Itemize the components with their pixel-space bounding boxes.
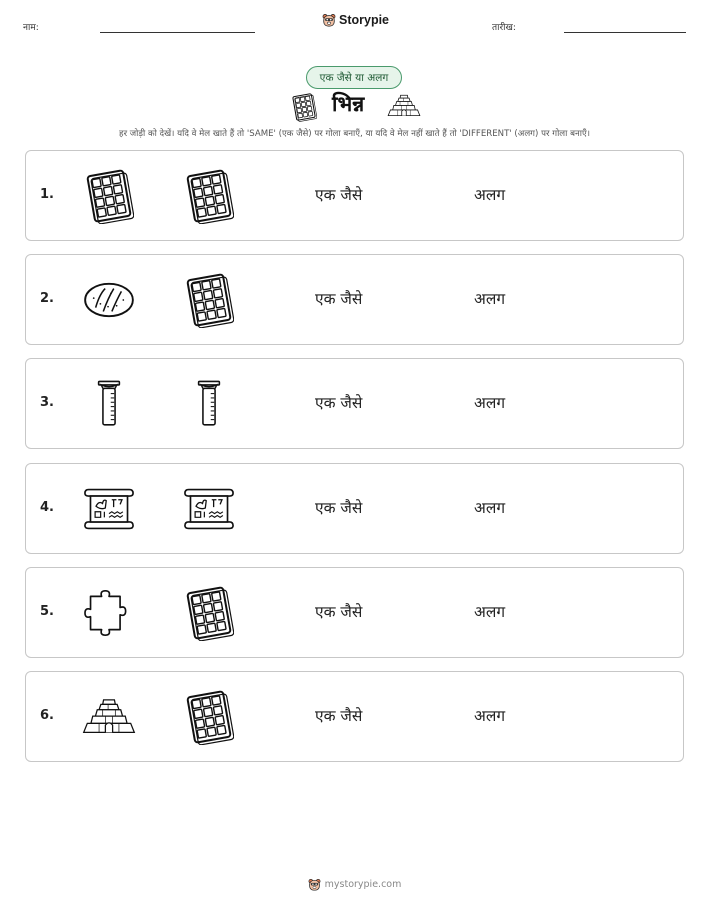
- question-row: [25, 463, 684, 554]
- question-row: [25, 150, 684, 241]
- question-row: [25, 254, 684, 345]
- right-picture: [181, 375, 237, 433]
- different-option[interactable]: अलग: [474, 290, 506, 309]
- page-title: भिन्न: [332, 91, 365, 116]
- worksheet-type-badge: एक जैसे या अलग: [306, 66, 402, 89]
- different-option[interactable]: अलग: [474, 707, 506, 725]
- question-number: 6.: [40, 708, 54, 723]
- different-option[interactable]: अलग: [474, 394, 506, 413]
- instructions: हर जोड़ी को देखें। यदि वे मेल खाते हैं तो 'SAME' (एक जैसे) पर गोला बनाएँ, या यदि वे मेल नहीं खाते हैं तो 'DIFFERENT' (अलग) पर गोला बनाएँ।: [119, 129, 590, 139]
- different-option[interactable]: अलग: [474, 498, 506, 517]
- papyrus-scroll-icon: [83, 484, 135, 534]
- date-label: तारीख:: [492, 23, 516, 33]
- different-option[interactable]: अलग: [474, 186, 506, 204]
- waffle-icon: [184, 272, 234, 328]
- bread-loaf-icon: [82, 279, 136, 321]
- same-option[interactable]: एक जैसे: [315, 394, 363, 413]
- logo-text: Storypie: [339, 13, 390, 27]
- waffle-icon: [184, 585, 234, 641]
- right-picture: [181, 271, 237, 329]
- date-field[interactable]: [564, 32, 686, 33]
- waffle-icon: [84, 168, 134, 224]
- question-row: [25, 358, 684, 449]
- step-pyramid-icon: [386, 93, 422, 119]
- left-picture: [81, 480, 137, 538]
- right-picture: [181, 584, 237, 642]
- right-picture: [181, 688, 237, 746]
- right-picture: [181, 480, 237, 538]
- same-option[interactable]: एक जैसे: [315, 602, 363, 621]
- waffle-icon: [184, 689, 234, 745]
- left-picture: [81, 167, 137, 225]
- puzzle-piece-icon: [83, 589, 135, 637]
- left-picture: [81, 584, 137, 642]
- same-option[interactable]: एक जैसे: [315, 186, 363, 204]
- footer: [0, 878, 709, 891]
- same-option[interactable]: एक जैसे: [315, 498, 363, 517]
- question-number: 4.: [40, 499, 54, 515]
- question-number: 2.: [40, 291, 54, 307]
- question-number: 5.: [40, 603, 54, 619]
- left-picture: [81, 271, 137, 329]
- papyrus-scroll-icon: [183, 484, 235, 534]
- question-number: 1.: [40, 187, 54, 202]
- storypie-logo: [322, 13, 389, 27]
- question-row: [25, 567, 684, 658]
- step-pyramid-icon: [81, 695, 137, 739]
- title-row: [0, 90, 709, 122]
- same-option[interactable]: एक जैसे: [315, 290, 363, 309]
- same-option[interactable]: एक जैसे: [315, 707, 363, 725]
- different-option[interactable]: अलग: [474, 602, 506, 621]
- footer-site: mystorypie.com: [324, 879, 402, 890]
- waffle-icon: [291, 92, 317, 122]
- question-row: [25, 671, 684, 762]
- left-picture: [81, 375, 137, 433]
- name-label: नाम:: [23, 23, 39, 33]
- waffle-icon: [184, 168, 234, 224]
- question-number: 3.: [40, 395, 54, 411]
- left-picture: [81, 688, 137, 746]
- name-field[interactable]: [100, 32, 255, 33]
- right-picture: [181, 167, 237, 225]
- bear-mascot-icon: [322, 13, 336, 27]
- bear-mascot-icon: [308, 878, 321, 891]
- worksheet-header: [0, 0, 709, 40]
- column-icon: [96, 377, 122, 431]
- column-icon: [196, 377, 222, 431]
